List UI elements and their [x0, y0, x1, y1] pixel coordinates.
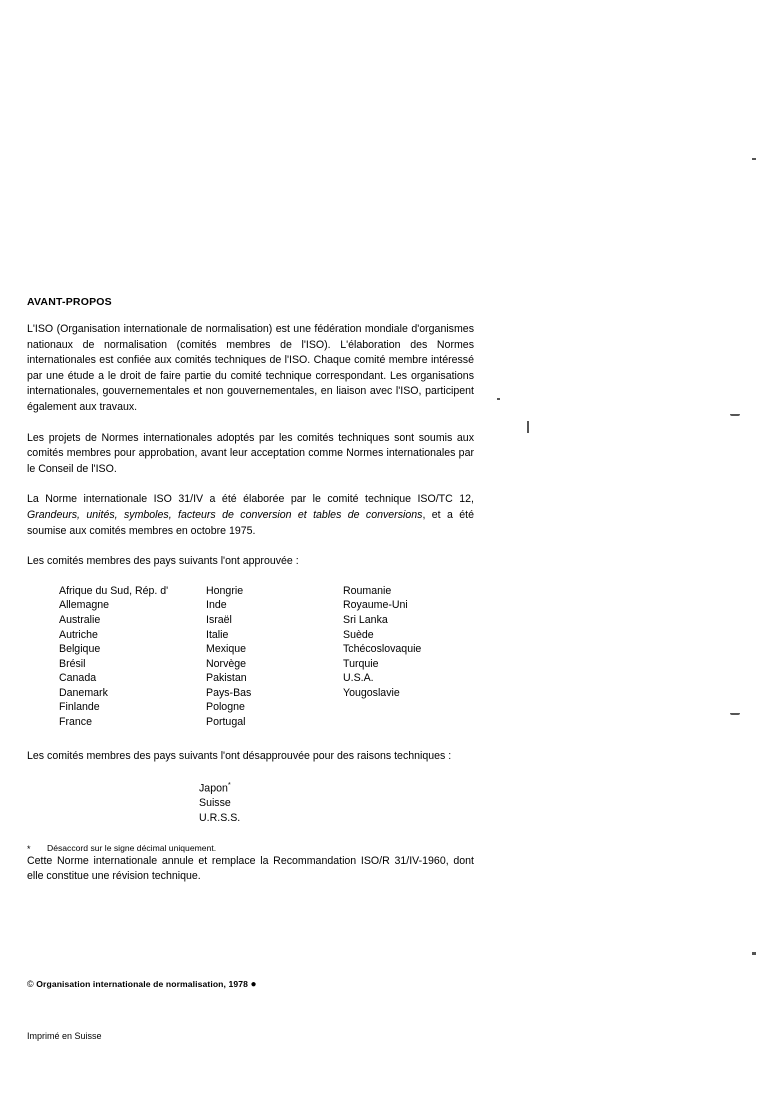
- footnote-reference: *: [227, 780, 231, 790]
- list-item: Hongrie: [206, 584, 244, 597]
- list-item: Roumanie: [343, 584, 392, 597]
- disapproved-countries-list: [27, 778, 474, 825]
- approved-countries-column-2: [206, 584, 343, 730]
- list-item: Suisse: [199, 797, 231, 810]
- scan-artifact: [527, 421, 529, 433]
- section-title: AVANT-PROPOS: [27, 296, 112, 308]
- list-item: France: [59, 716, 92, 729]
- standard-origin-part1: La Norme internationale ISO 31/IV a été élaborée par le comité technique ISO/TC 12,: [27, 493, 474, 506]
- disapproved-country-name: Japon: [199, 782, 228, 795]
- disapproved-intro: Les comités membres des pays suivants l'ont désapprouvée pour des raisons techniques :: [27, 749, 452, 762]
- list-item: Allemagne: [59, 599, 110, 612]
- list-item: Afrique du Sud, Rép. d': [59, 584, 169, 597]
- list-item: Portugal: [206, 716, 246, 729]
- approved-countries-column-1: [59, 584, 206, 730]
- list-item: Autriche: [59, 628, 98, 641]
- list-item: Finlande: [59, 701, 100, 714]
- list-item: Tchécoslovaquie: [343, 643, 422, 656]
- list-item: Danemark: [59, 686, 108, 699]
- list-item: Sri Lanka: [343, 613, 388, 626]
- page-edge-mark: [752, 952, 756, 955]
- list-item: Belgique: [59, 643, 101, 656]
- list-item: U.R.S.S.: [199, 811, 241, 824]
- copyright-notice: [27, 979, 257, 990]
- list-item: Australie: [59, 613, 101, 626]
- footnote-marker: *: [27, 843, 31, 854]
- footnote-text: Désaccord sur le signe décimal uniquement.: [47, 842, 217, 853]
- copyright-text: Organisation internationale de normalisation, 1978: [36, 979, 249, 989]
- approved-intro: Les comités membres des pays suivants l'ont approuvée :: [27, 555, 299, 568]
- final-paragraph: Cette Norme internationale annule et remplace la Recommandation ISO/R 31/IV-1960, dont elle constitue une révision technique.: [27, 854, 474, 883]
- copyright-icon: ©: [27, 979, 34, 989]
- document-body: [27, 296, 474, 885]
- list-item: Canada: [59, 672, 97, 685]
- foreword-paragraph-2: Les projets de Normes internationales adoptés par les comités techniques sont soumis aux comités membres pour approbation, avant leur acceptation comme Normes internationales par le Conseil de l'ISO.: [27, 431, 474, 475]
- list-item: Italie: [206, 628, 229, 641]
- footnote: [27, 842, 474, 854]
- approved-countries-list: [27, 584, 474, 730]
- list-item: Norvège: [206, 657, 247, 670]
- scan-artifact: [497, 398, 500, 400]
- list-item: Royaume-Uni: [343, 599, 408, 612]
- copyright-end-dot: ●: [250, 979, 257, 990]
- foreword-paragraph-1: L'ISO (Organisation internationale de normalisation) est une fédération mondiale d'organismes nationaux de normalisation (comités membres de l'ISO). L'élaboration des Normes internationales est confiée aux comités techniques de l'ISO. Chaque comité membre intéressé par une étude a le droit de faire partie du comité technique correspondant. Les organisations internationales, gouvernementales et non gouvernementales, en liaison avec l'ISO, participent également aux travaux.: [27, 323, 474, 413]
- list-item: [199, 778, 474, 796]
- page-edge-mark: [730, 713, 740, 715]
- approved-countries-column-3: [343, 584, 473, 730]
- standard-title-italic: Grandeurs, unités, symboles, facteurs de conversion et tables de conversions: [27, 508, 423, 521]
- standard-origin-paragraph: [27, 492, 474, 539]
- list-item: Pakistan: [206, 672, 247, 685]
- list-item: Brésil: [59, 657, 86, 670]
- standard-origin-part2: , et a été soumise aux comités membres en octobre 1975.: [27, 508, 474, 537]
- list-item: Pologne: [206, 701, 245, 714]
- list-item: Pays-Bas: [206, 686, 252, 699]
- list-item: U.S.A.: [343, 672, 374, 685]
- list-item: Mexique: [206, 643, 247, 656]
- list-item: Yougoslavie: [343, 686, 400, 699]
- list-item: Israël: [206, 613, 232, 626]
- list-item: Suède: [343, 628, 374, 641]
- page-edge-mark: [730, 414, 740, 416]
- list-item: Turquie: [343, 657, 379, 670]
- list-item: Inde: [206, 599, 227, 612]
- page-edge-mark: [752, 158, 756, 160]
- printed-in-text: Imprimé en Suisse: [27, 1031, 102, 1041]
